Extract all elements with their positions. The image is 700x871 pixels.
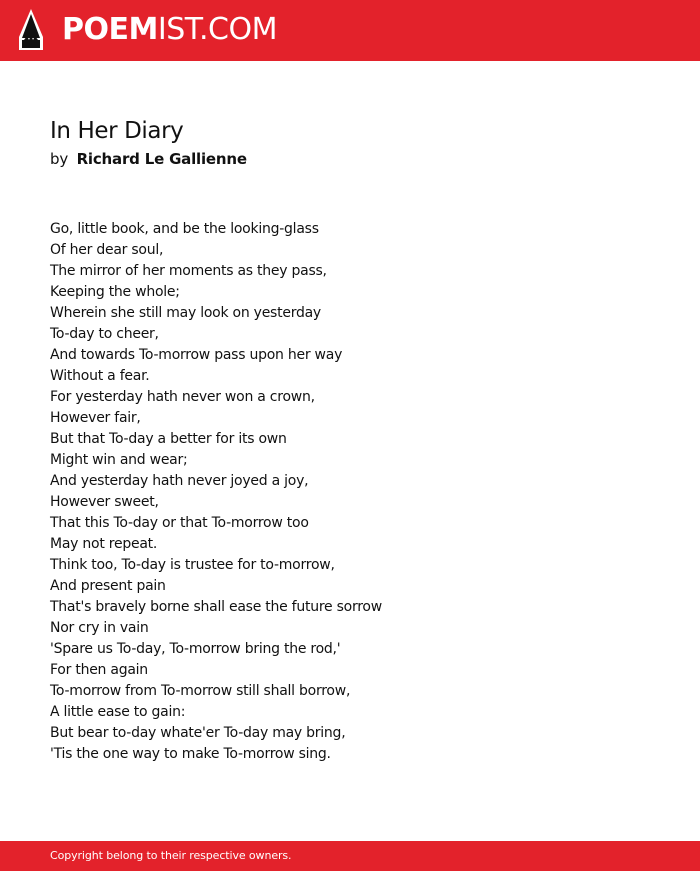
poem-line: Think too, To-day is trustee for to-morrow, (50, 557, 335, 573)
poem-line: And yesterday hath never joyed a joy, (50, 473, 309, 489)
poem-title: In Her Diary (50, 118, 184, 144)
poem-line: However fair, (50, 410, 141, 426)
poem-line: However sweet, (50, 494, 159, 510)
site-footer (0, 841, 700, 871)
poem-line: For then again (50, 662, 148, 678)
poem-line: 'Spare us To-day, To-morrow bring the rod,' (50, 641, 341, 657)
poem-line: A little ease to gain: (50, 704, 186, 720)
poem-line: But bear to-day whate'er To-day may bring, (50, 725, 346, 741)
poem-line: Wherein she still may look on yesterday (50, 305, 321, 321)
by-label: by (50, 150, 68, 168)
poem-line: But that To-day a better for its own (50, 431, 287, 447)
poem-line: Go, little book, and be the looking-glass (50, 221, 319, 237)
byline (50, 149, 247, 169)
poem-line: The mirror of her moments as they pass, (50, 263, 327, 279)
poem-line: That's bravely borne shall ease the future sorrow (50, 599, 382, 615)
poem-line: And present pain (50, 578, 166, 594)
site-brand[interactable] (62, 12, 277, 48)
brand-light-text: IST.COM (157, 12, 277, 47)
poem-line: Keeping the whole; (50, 284, 180, 300)
poem-line: And towards To-morrow pass upon her way (50, 347, 343, 363)
site-header (0, 0, 700, 61)
poem-line: Of her dear soul, (50, 242, 164, 258)
poem-line: Without a fear. (50, 368, 150, 384)
poem-line: To-day to cheer, (50, 326, 159, 342)
pencil-logo-icon[interactable] (16, 9, 46, 53)
poem-line: 'Tis the one way to make To-morrow sing. (50, 746, 331, 762)
poem-line: Might win and wear; (50, 452, 188, 468)
poem-line: That this To-day or that To-morrow too (50, 515, 309, 531)
author-name[interactable]: Richard Le Gallienne (76, 150, 247, 168)
brand-strong-text: POEM (62, 12, 158, 47)
copyright-notice: Copyright belong to their respective owners. (50, 849, 292, 862)
poem-line: For yesterday hath never won a crown, (50, 389, 315, 405)
poem-line: To-morrow from To-morrow still shall borrow, (50, 683, 351, 699)
poem-line: May not repeat. (50, 536, 158, 552)
poem-body (50, 219, 382, 765)
poem-line: Nor cry in vain (50, 620, 149, 636)
